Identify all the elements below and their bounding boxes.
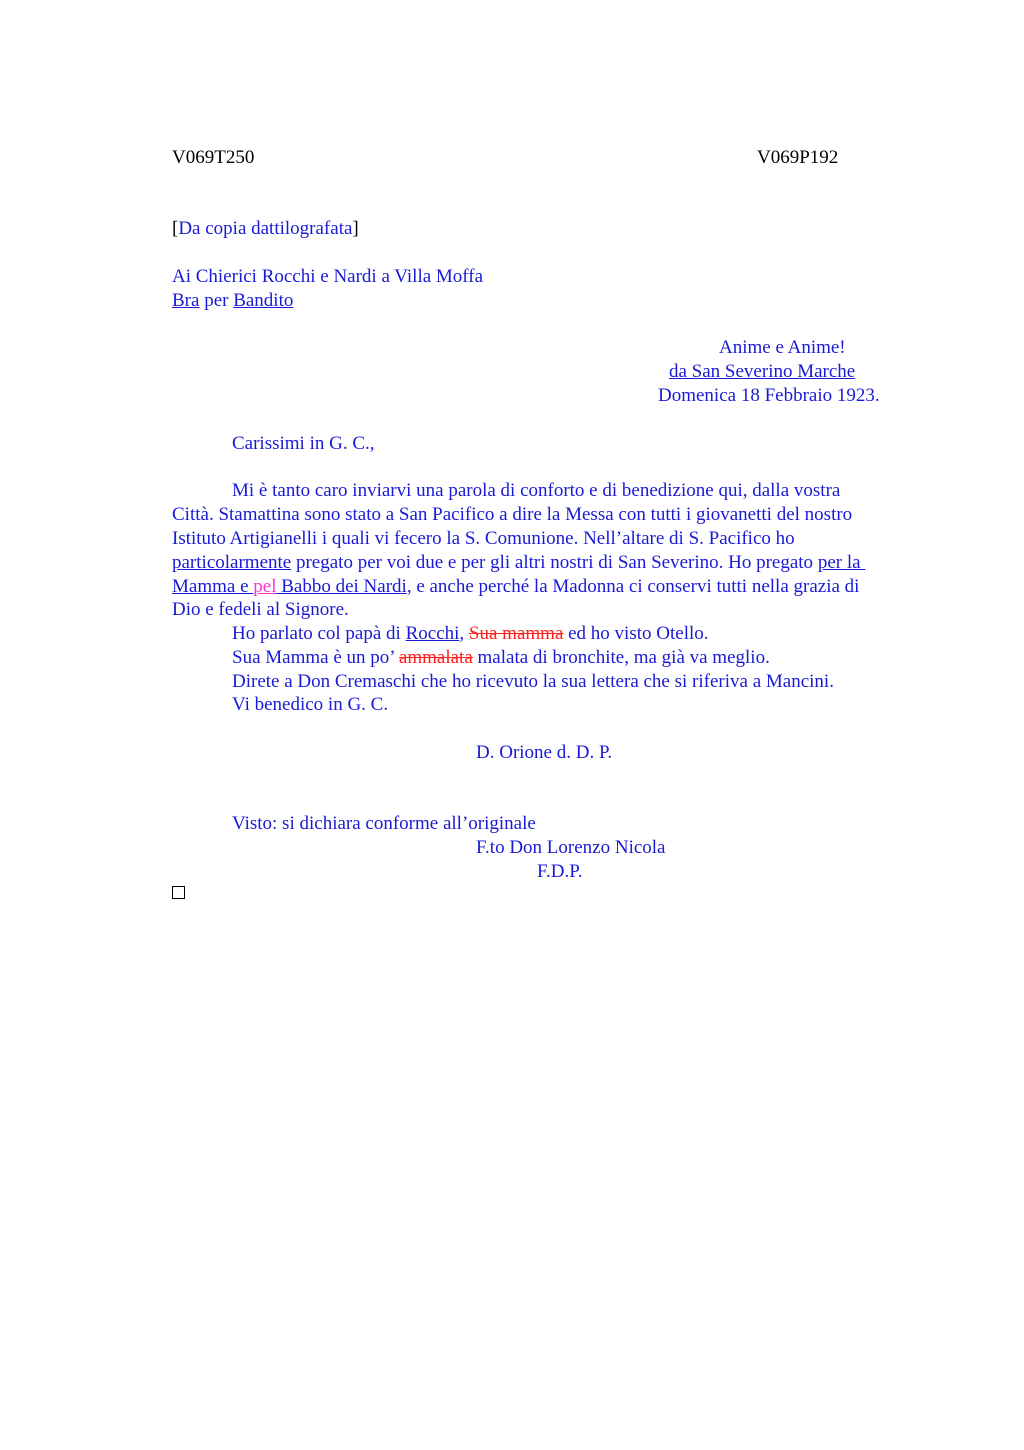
body-p2-comma: , <box>459 623 469 644</box>
body-p1-line-5-rest: , e anche perché la Madonna ci conservi tutti nella grazia di <box>406 576 860 597</box>
body-p4: Direte a Don Cremaschi che ho ricevuto la sua lettera che si riferiva a Mancini. <box>232 671 834 692</box>
source-note-close-bracket: ] <box>352 218 359 239</box>
inserted-pel: pel <box>253 576 277 597</box>
body-p2 <box>232 622 709 646</box>
attestation-line-3: F.D.P. <box>537 861 583 882</box>
address-line-2 <box>172 289 293 313</box>
struck-ammalata: ammalata <box>398 647 473 668</box>
signature: D. Orione d. D. P. <box>476 742 613 763</box>
body-p1-line-2: Città. Stamattina sono stato a San Pacifico a dire la Messa con tutti i giovanetti del nostro <box>172 504 853 525</box>
source-note-text: Da copia dattilografata <box>178 218 353 239</box>
underlined-rocchi: Rocchi <box>405 623 460 644</box>
body-p3 <box>232 646 770 670</box>
underlined-particolarmente: particolarmente <box>172 552 292 573</box>
body-p1-line-5 <box>172 575 859 599</box>
body-p1-line-1: Mi è tanto caro inviarvi una parola di conforto e di benedizione qui, dalla vostra <box>232 480 841 501</box>
attestation-line-2: F.to Don Lorenzo Nicola <box>476 837 666 858</box>
body-p1-line-4 <box>172 551 865 575</box>
dateline-place: da San Severino Marche <box>669 361 856 382</box>
address-place-bra: Bra <box>172 290 200 311</box>
body-p1-line-6: Dio e fedeli al Signore. <box>172 599 349 620</box>
address-separator: per <box>199 290 234 311</box>
underlined-babbo-dei-nardi: Babbo dei Nardi <box>276 576 407 597</box>
document-code-right: V069P192 <box>757 147 839 168</box>
body-p2-pre: Ho parlato col papà di <box>232 623 406 644</box>
body-p3-pre: Sua Mamma è un po’ <box>232 647 399 668</box>
struck-sua-mamma: Sua mamma <box>468 623 564 644</box>
document-code-left: V069T250 <box>172 147 255 168</box>
body-p3-post: malata di bronchite, ma già va meglio. <box>472 647 770 668</box>
attestation-line-1: Visto: si dichiara conforme all’originale <box>232 813 536 834</box>
source-note-open-bracket: [ <box>172 218 179 239</box>
dateline-motto: Anime e Anime! <box>719 337 846 358</box>
body-p1-line-4-middle: pregato per voi due e per gli altri nostri di San Severino. Ho pregato <box>291 552 818 573</box>
salutation: Carissimi in G. C., <box>232 433 375 454</box>
address-line-1: Ai Chierici Rocchi e Nardi a Villa Moffa <box>172 266 484 287</box>
source-note <box>172 217 359 241</box>
underlined-per-la: per la <box>817 552 866 573</box>
dateline-date: Domenica 18 Febbraio 1923. <box>658 385 880 406</box>
body-p5: Vi benedico in G. C. <box>232 694 389 715</box>
address-place-bandito: Bandito <box>233 290 294 311</box>
body-p2-post: ed ho visto Otello. <box>563 623 709 644</box>
body-p1-line-3: Istituto Artigianelli i quali vi fecero la S. Comunione. Nell’altare di S. Pacifico ho <box>172 528 795 549</box>
underlined-mamma-e: Mamma e <box>172 576 254 597</box>
square-outline-icon <box>172 886 185 899</box>
